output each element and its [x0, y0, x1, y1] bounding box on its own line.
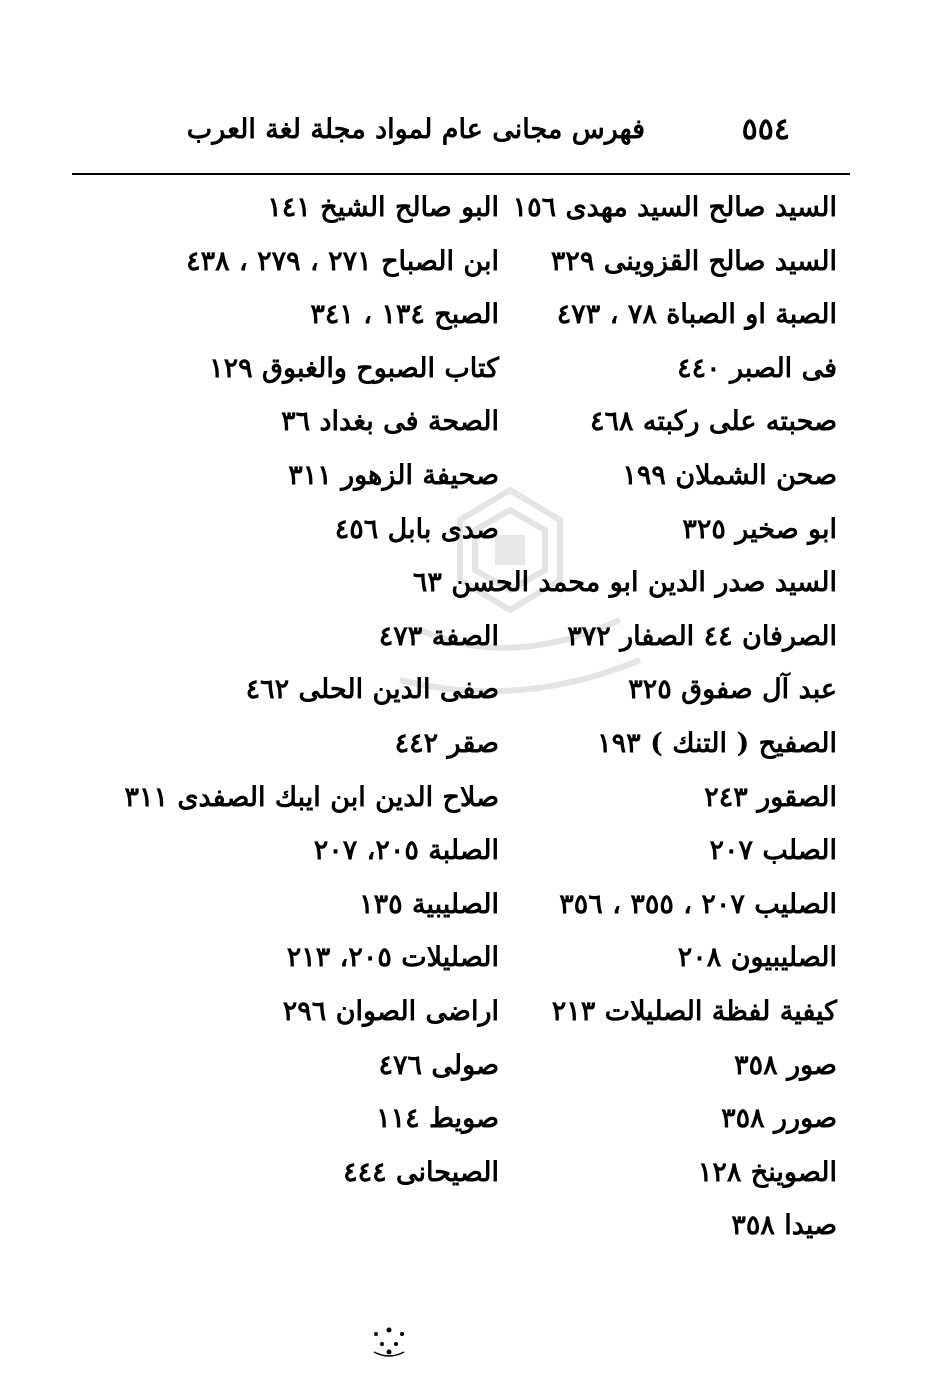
entry-right-column: ابو صخير ٣٢٥ — [682, 513, 837, 545]
entry-left-column: كتاب الصبوح والغبوق ١٢٩ — [209, 352, 499, 384]
entry-right-column: صحن الشملان ١٩٩ — [622, 459, 837, 491]
entry-left-column: الصليلات ٢٠٥، ٢١٣ — [286, 942, 499, 974]
entry-right-column: الصفيح ( التنك ) ١٩٣ — [597, 727, 837, 759]
entry-right-column: الصرفان ٤٤ الصفار ٣٧٢ — [567, 620, 837, 652]
entry-left-column: الصبح ١٣٤ ، ٣٤١ — [310, 299, 499, 331]
entry-left-column: اراضى الصوان ٢٩٦ — [282, 995, 499, 1027]
index-row — [0, 883, 947, 937]
entry-left-column: الصليبية ١٣٥ — [359, 888, 499, 920]
entry-left-column: صقر ٤٤٢ — [394, 727, 499, 759]
entry-right-column: السيد صدر الدين ابو محمد الحسن ٦٣ — [412, 567, 837, 599]
index-entries — [0, 186, 947, 1258]
entry-right-column: صور ٣٥٨ — [734, 1049, 837, 1081]
index-row — [0, 186, 947, 240]
entry-right-column: الصبة او الصباة ٧٨ ، ٤٧٣ — [556, 299, 837, 331]
index-row — [0, 454, 947, 508]
index-row — [0, 776, 947, 830]
index-row — [0, 936, 947, 990]
entry-right-column: الصليب ٢٠٧ ، ٣٥٥ ، ٣٥٦ — [559, 888, 837, 920]
index-row — [0, 1097, 947, 1151]
entry-left-column: صولى ٤٧٦ — [378, 1049, 499, 1081]
entry-right-column: كيفية لفظة الصليلات ٢١٣ — [551, 995, 837, 1027]
entry-left-column: صدى بابل ٤٥٦ — [334, 513, 499, 545]
entry-left-column: صويط ١١٤ — [376, 1103, 499, 1135]
index-row — [0, 240, 947, 294]
entry-left-column: الصحة فى بغداد ٣٦ — [281, 406, 499, 438]
entry-right-column: الصوينخ ١٢٨ — [697, 1156, 837, 1188]
entry-right-column: الصقور ٢٤٣ — [704, 781, 837, 813]
index-row — [0, 990, 947, 1044]
page-number: ٥٥٤ — [741, 112, 790, 147]
entry-right-column: السيد صالح القزوينى ٣٢٩ — [550, 245, 837, 277]
entry-left-column: الصفة ٤٧٣ — [378, 620, 499, 652]
entry-left-column: ابن الصباح ٢٧١ ، ٢٧٩ ، ٤٣٨ — [186, 245, 499, 277]
entry-left-column: صلاح الدين ابن ايبك الصفدى ٣١١ — [124, 781, 499, 813]
entry-left-column: الصلبة ٢٠٥، ٢٠٧ — [313, 835, 499, 867]
entry-left-column: الصيحانى ٤٤٤ — [343, 1156, 499, 1188]
header-rule — [72, 173, 850, 175]
entry-right-column: صحبته على ركبته ٤٦٨ — [589, 406, 837, 438]
entry-left-column: البو صالح الشيخ ١٤١ — [267, 192, 499, 223]
entry-right-column: صيدا ٣٥٨ — [731, 1210, 837, 1242]
index-row — [0, 829, 947, 883]
entry-left-column: صفى الدين الحلى ٤٦٢ — [245, 674, 499, 706]
entry-right-column: صورر ٣٥٨ — [721, 1103, 837, 1135]
index-row — [0, 400, 947, 454]
index-row — [0, 1151, 947, 1205]
entry-right-column: فى الصبر ٤٤٠ — [677, 352, 837, 384]
index-row — [0, 561, 947, 615]
entry-right-column: الصلب ٢٠٧ — [709, 835, 837, 867]
index-row — [0, 347, 947, 401]
index-row — [0, 508, 947, 562]
index-row — [0, 615, 947, 669]
entry-right-column: الصليبيون ٢٠٨ — [677, 942, 837, 974]
index-row — [0, 668, 947, 722]
index-row — [0, 722, 947, 776]
entry-left-column: صحيفة الزهور ٣١١ — [288, 459, 499, 491]
running-title: فهرس مجانى عام لمواد مجلة لغة العرب — [186, 114, 645, 145]
index-row — [0, 1044, 947, 1098]
index-row — [0, 1204, 947, 1258]
running-header — [186, 112, 790, 162]
page-ornament-icon — [364, 1322, 414, 1362]
entry-right-column: عبد آل صفوق ٣٢٥ — [628, 674, 837, 706]
index-row — [0, 293, 947, 347]
entry-right-column: السيد صالح السيد مهدى ١٥٦ — [512, 192, 837, 223]
